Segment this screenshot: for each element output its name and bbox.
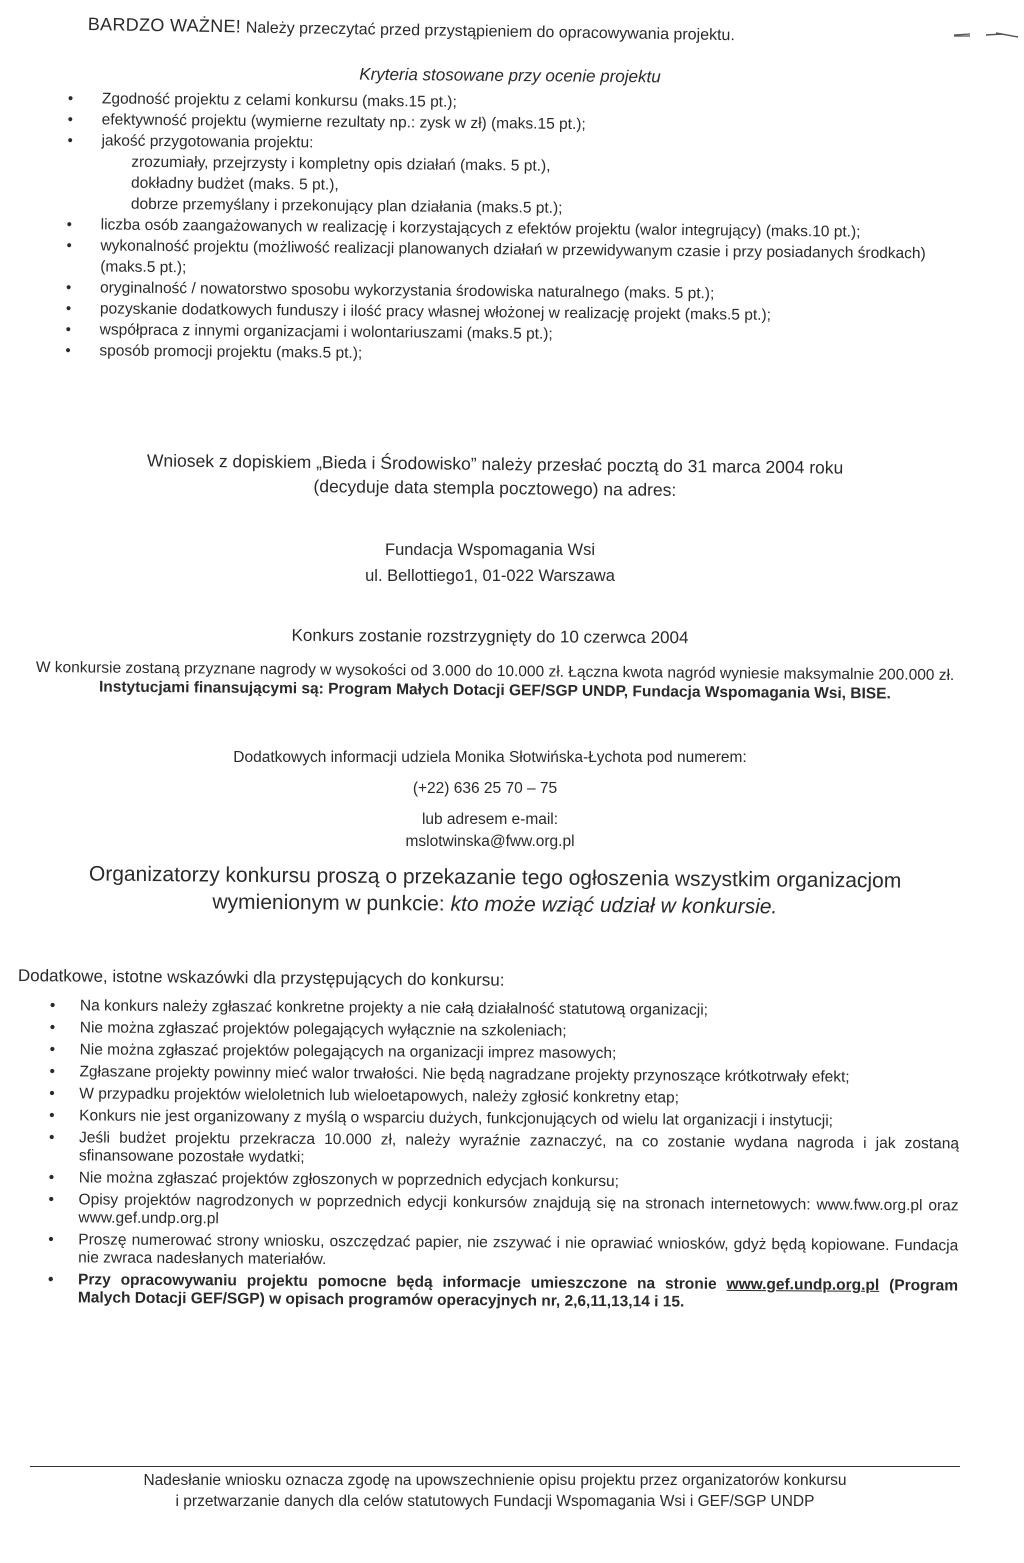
contact-intro: Dodatkowych informacji udziela Monika Słotwińska-Łychota pod numerem: [233,749,747,766]
phone-number: (+22) 636 25 70 – 75 [412,780,558,797]
gef-link[interactable]: www.gef.undp.org.pl [726,1275,880,1294]
tips-title: Dodatkowe, istotne wskazówki dla przystępujących do konkursu: [17,966,505,990]
criteria-title: Kryteria stosowane przy ocenie projektu [359,64,661,87]
list-item: • Zgodność projektu z celami konkursu (maks.15 pt.); [60,88,940,117]
list-item: • sposób promocji projektu (maks.5 pt.); [57,340,937,369]
tip-text: Przy opracowywaniu projektu pomocne będą informacje umieszczone na stronie [77,1271,717,1293]
list-item: • oryginalność / nowatorstwo sposobu wykorzystania środowiska naturalnego (maks. 5 pt.); [58,277,938,306]
list-item: • Proszę numerować strony wniosku, oszczędzać papier, nie zszywać i nie oprawiać wniosków, gdyż będą kopiowane. Fundacja nie zwraca nadesłanych materiałów. [28,1231,958,1273]
list-item: • Konkurs nie jest organizowany z myślą o wsparciu dużych, funkcjonujących od wielu lat organizacji i instytucji; [29,1107,959,1131]
address-line: ul. Bellottiego1, 01-022 Warszawa [365,567,615,585]
submission-line: Wniosek z dopiskiem „Bieda i Środowisko” należy przesłać pocztą do 31 marca 2004 roku [146,450,844,478]
organizers-italic: kto może wziąć udział w konkursie. [450,892,778,919]
divider [30,1466,960,1467]
organizers-text: Organizatorzy konkursu proszą o przekazanie tego ogłoszenia wszystkim organizacjom wymienionym w punkcie: [88,862,902,916]
list-item: • W przypadku projektów wieloletnich lub wieloetapowych, należy zgłosić konkretny etap; [29,1085,959,1109]
list-item: • współpraca z innymi organizacjami i wolontariuszami (maks.5 pt.); [58,319,938,348]
sub-item: zrozumiały, przejrzysty i kompletny opis działań (maks. 5 pt.), [131,153,551,175]
prizes-paragraph [20,658,970,704]
list-item [59,130,940,222]
list-item: • Nie można zgłaszać projektów polegających wyłącznie na szkoleniach; [30,1019,960,1043]
submission-instructions [30,447,960,505]
list-item: • Nie można zgłaszać projektów polegających na organizacji imprez masowych; [30,1041,960,1065]
list-item: • wykonalność projektu (możliwość realizacji planowanych działań w przewidywanym czasie i przy posiadanych środkach) (maks.5 pt.); [58,235,938,285]
footer-line: Nadesłanie wniosku oznacza zgodę na upowszechnienie opisu projektu przez organizatorów konkursu [143,1472,847,1489]
important-note: Należy przeczytać przed przystąpieniem do opracowywania projektu. [245,19,735,45]
important-label: BARDZO WAŻNE! [87,14,242,37]
address-line: Fundacja Wspomagania Wsi [384,541,595,559]
email-address: mslotwinska@fww.org.pl [405,833,575,850]
list-item [28,1271,958,1313]
list-item: • liczba osób zaangażowanych w realizację i korzystających z efektów projektu (walor integrujący) (maks.10 pt.); [59,214,939,243]
scan-mark-icon [952,30,1020,40]
submission-line: (decyduje data stempla pocztowego) na adres: [313,476,677,500]
list-item-label: jakość przygotowania projektu: [101,132,314,152]
list-item: • Jeśli budżet projektu przekracza 10.000 zł, należy wyraźnie zaznaczyć, na co zostanie wydana nagroda i jak zostaną sfinansowane pozostałe wydatki; [29,1129,959,1171]
contact-info [140,748,840,863]
prizes-text: W konkursie zostaną przyznane nagrody w wysokości od 3.000 do 10.000 zł. Łączna kwota nagród wyniesie maksymalnie 200.000 zł. [35,658,955,685]
sub-item: dokładny budżet (maks. 5 pt.), [131,174,339,194]
footer-line: i przetwarzanie danych dla celów statutowych Fundacji Wspomagania Wsi i GEF/SGP UNDP [175,1493,815,1510]
important-header [88,14,928,48]
list-item: • Na konkurs należy zgłaszać konkretne projekty a nie całą działalność statutową organizacji; [30,997,960,1021]
sub-item: dobrze przemyślany i przekonujący plan działania (maks.5 pt.); [130,195,563,217]
footer-note [30,1470,960,1512]
list-item: • Opisy projektów nagrodzonych w poprzednich edycji konkursów znajdują się na stronach internetowych: www.fww.org.pl oraz www.gef.undp.org.pl [28,1191,958,1233]
results-date-heading: Konkurs zostanie rozstrzygnięty do 10 czerwca 2004 [291,625,689,648]
funders-text: Instytucjami finansującymi są: Program Małych Dotacji GEF/SGP UNDP, Fundacja Wspomagania Wsi, BISE. [98,678,891,703]
tip-text: (Program Malych Dotacji GEF/SGP) w opisach programów operacyjnych nr, 2,6,11,13,14 i 15. [77,1277,959,1311]
list-item: • Nie można zgłaszać projektów zgłoszonych w poprzednich edycjach konkursu; [29,1169,959,1193]
list-item: • efektywność projektu (wymierne rezultaty np.: zysk w zł) (maks.15 pt.); [60,109,940,138]
email-intro: lub adresem e-mail: [421,811,559,828]
criteria-list [57,88,940,369]
list-item: • Zgłaszane projekty powinny mieć walor trwałości. Nie będą nagradzane projekty przynoszące krótkotrwały efekt; [29,1063,959,1087]
tips-list [28,997,960,1317]
postal-address [240,537,740,589]
organizers-request [30,860,960,922]
list-item: • pozyskanie dodatkowych funduszy i ilość pracy własnej włożonej w realizację projekt (maks.5 pt.); [58,298,938,327]
